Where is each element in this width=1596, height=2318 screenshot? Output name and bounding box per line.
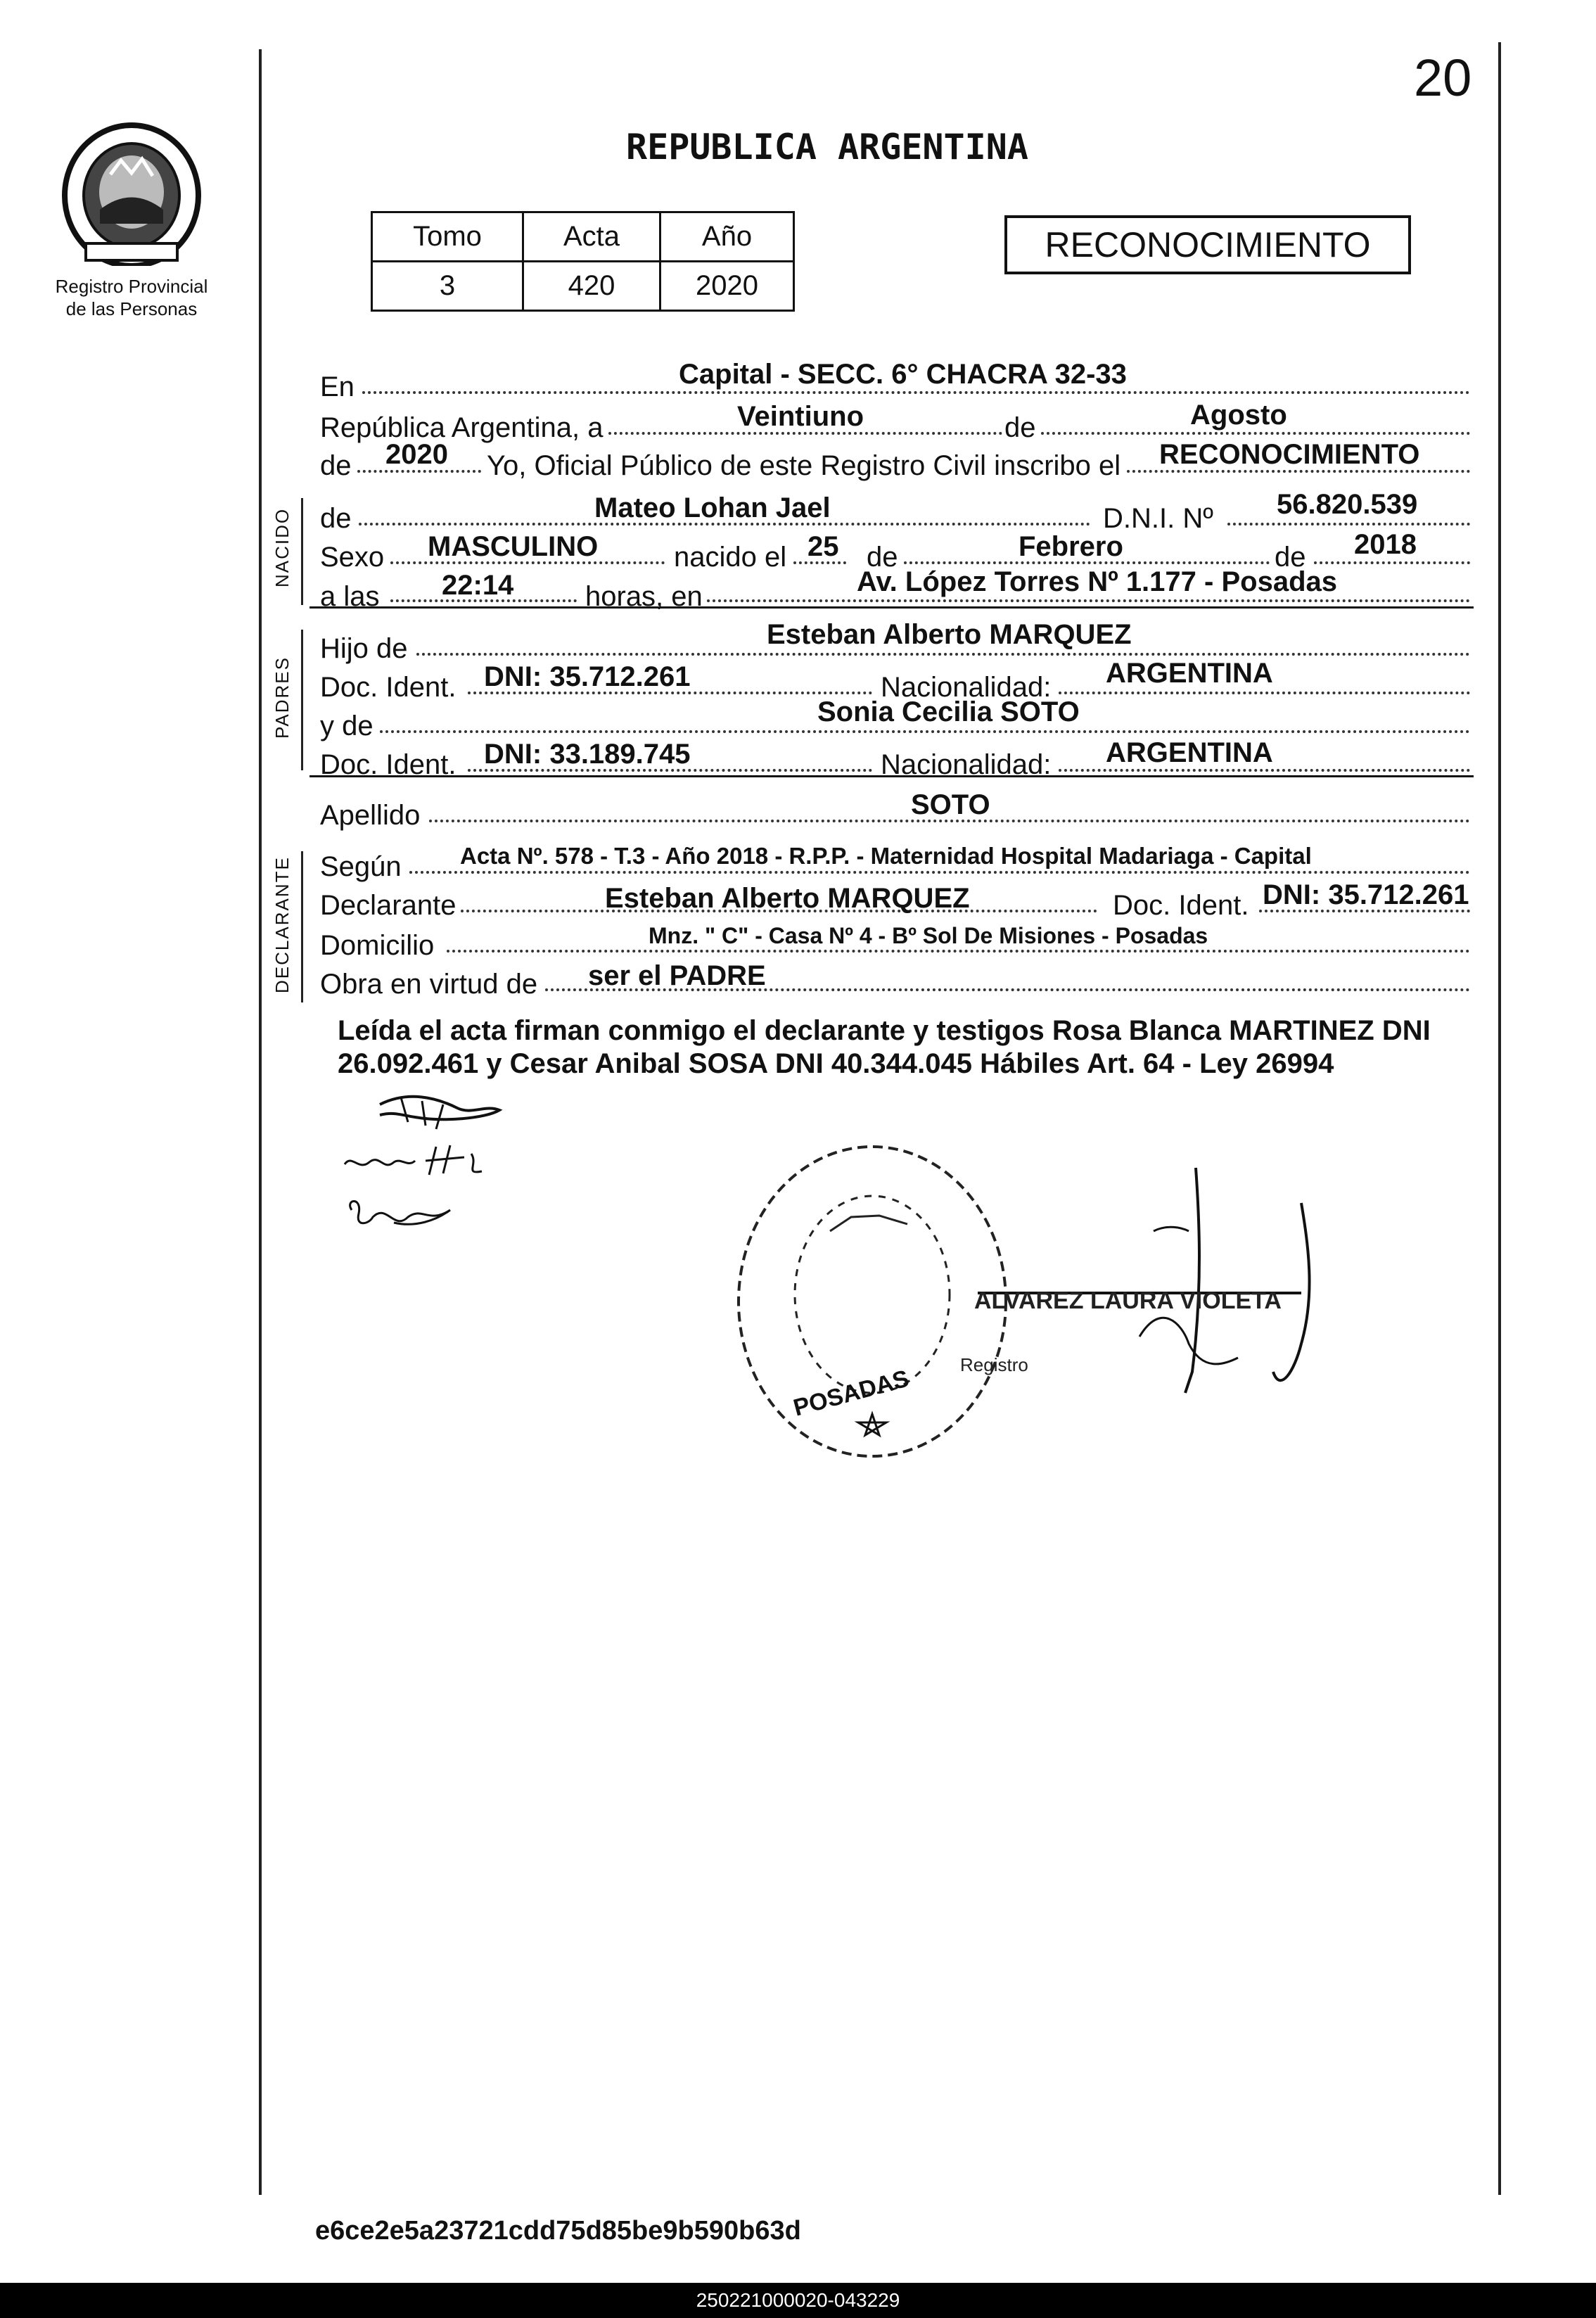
domicilio-value: Mnz. " C" - Casa Nº 4 - Bº Sol De Misiones - Posadas [649, 923, 1208, 948]
table-cell-tomo: 3 [372, 262, 523, 311]
apellido-label: Apellido [320, 800, 421, 831]
table-cell-anio: 2020 [660, 262, 794, 311]
padre-doc: DNI: 35.712.261 [484, 661, 691, 692]
document-type-box [1004, 215, 1411, 274]
obra-label: Obra en virtud de [320, 969, 538, 1000]
witness-signatures [331, 1083, 556, 1266]
nacido-month: Febrero [1019, 531, 1123, 562]
padre-nac: ARGENTINA [1106, 658, 1273, 689]
segun-label: Según [320, 851, 402, 882]
de4-label: de [867, 542, 898, 573]
madre-value: Sonia Cecilia SOTO [817, 696, 1080, 727]
alas-label: a las [320, 581, 380, 612]
document-hash: e6ce2e5a23721cdd75d85be9b590b63d [315, 2216, 801, 2246]
en-label: En [320, 371, 355, 402]
dotted-line [1059, 692, 1470, 694]
record-table [371, 211, 795, 312]
side-label-nacido: NACIDO [272, 507, 293, 587]
nacido-year: 2018 [1354, 529, 1417, 560]
doc-label: Doc. Ident. [320, 672, 457, 703]
doc3-label: Doc. Ident. [1113, 890, 1249, 921]
nacido-bracket [301, 498, 303, 605]
seal-text: POSADAS [790, 1365, 912, 1422]
nacido-label: nacido el [674, 542, 787, 573]
closing-text-line1: Leída el acta firman conmigo el declarante y testigos Rosa Blanca MARTINEZ DNI [338, 1015, 1431, 1046]
de2-label: de [320, 450, 352, 481]
dotted-line [380, 730, 1470, 733]
province-logo [58, 118, 205, 266]
segun-value: Acta Nº. 578 - T.3 - Año 2018 - R.P.P. - Maternidad Hospital Madariaga - Capital [460, 843, 1312, 869]
nac2-label: Nacionalidad: [881, 749, 1052, 780]
page-title: REPUBLICA ARGENTINA [626, 127, 1028, 167]
officer-name: ALVAREZ LAURA VIOLETA [974, 1287, 1282, 1314]
hijo-label: Hijo de [320, 633, 408, 664]
dotted-line [707, 599, 1470, 602]
page-number: 20 [1414, 49, 1472, 107]
dotted-line [416, 653, 1470, 656]
padre-value: Esteban Alberto MARQUEZ [767, 619, 1132, 650]
dotted-line [1227, 523, 1470, 526]
padres-bracket [301, 630, 303, 770]
hora-value: 22:14 [442, 570, 514, 601]
table-cell-acta: 420 [523, 262, 660, 311]
footer-code: 250221000020-043229 [696, 2289, 900, 2311]
day-value: Veintiuno [737, 401, 864, 432]
dotted-line [1041, 432, 1470, 435]
table-header: Acta [523, 212, 660, 262]
obra-value: ser el PADRE [588, 960, 766, 991]
en-value: Capital - SECC. 6° CHACRA 32-33 [679, 359, 1127, 390]
lugar-value: Av. López Torres Nº 1.177 - Posadas [857, 566, 1337, 597]
right-margin-line [1498, 42, 1501, 2195]
dotted-line [362, 391, 1470, 394]
de5-label: de [1275, 542, 1306, 573]
dotted-line [447, 950, 1470, 953]
doc2-label: Doc. Ident. [320, 749, 457, 780]
apellido-value: SOTO [911, 789, 990, 820]
sexo-value: MASCULINO [428, 531, 599, 562]
seal-registro: Registro [960, 1354, 1028, 1375]
dotted-line [1314, 561, 1470, 564]
horas-label: horas, en [585, 581, 703, 612]
declarante-bracket [301, 851, 303, 1002]
declarante-doc: DNI: 35.712.261 [1263, 879, 1469, 910]
section-divider [309, 606, 1474, 609]
declarante-value: Esteban Alberto MARQUEZ [605, 883, 970, 914]
nac-label: Nacionalidad: [881, 672, 1052, 703]
table-header: Año [660, 212, 794, 262]
declarante-label: Declarante [320, 890, 457, 921]
dni-label: D.N.I. Nº [1103, 503, 1213, 534]
de3-label: de [320, 503, 352, 534]
dotted-line [1059, 769, 1470, 772]
republica-label: República Argentina, a [320, 412, 604, 443]
logo-caption-line2: de las Personas [65, 298, 198, 319]
nacido-day: 25 [807, 531, 839, 562]
left-margin-line [259, 49, 262, 2195]
inscribo-value: RECONOCIMIENTO [1159, 439, 1420, 470]
dotted-line [409, 871, 1470, 874]
domicilio-label: Domicilio [320, 930, 435, 961]
side-label-padres: PADRES [272, 656, 293, 739]
table-header: Tomo [372, 212, 523, 262]
coat-of-arms-icon [58, 118, 205, 266]
side-label-declarante: DECLARANTE [272, 856, 293, 993]
sexo-label: Sexo [320, 542, 385, 573]
madre-nac: ARGENTINA [1106, 737, 1273, 768]
year-value: 2020 [385, 439, 448, 470]
closing-text-line2: 26.092.461 y Cesar Anibal SOSA DNI 40.344.045 Hábiles Art. 64 - Ley 26994 [338, 1048, 1334, 1079]
de-label: de [1004, 412, 1036, 443]
footer-bar [0, 2283, 1596, 2318]
madre-doc: DNI: 33.189.745 [484, 739, 691, 770]
month-value: Agosto [1190, 400, 1287, 431]
yde-label: y de [320, 711, 374, 741]
dni-value: 56.820.539 [1277, 489, 1418, 520]
yo-label: Yo, Oficial Público de este Registro Civil inscribo el [487, 450, 1121, 481]
section-divider [309, 775, 1474, 777]
nombre-value: Mateo Lohan Jael [594, 492, 831, 523]
logo-caption-line1: Registro Provincial [55, 276, 208, 297]
document-type-label: RECONOCIMIENTO [1045, 225, 1371, 265]
